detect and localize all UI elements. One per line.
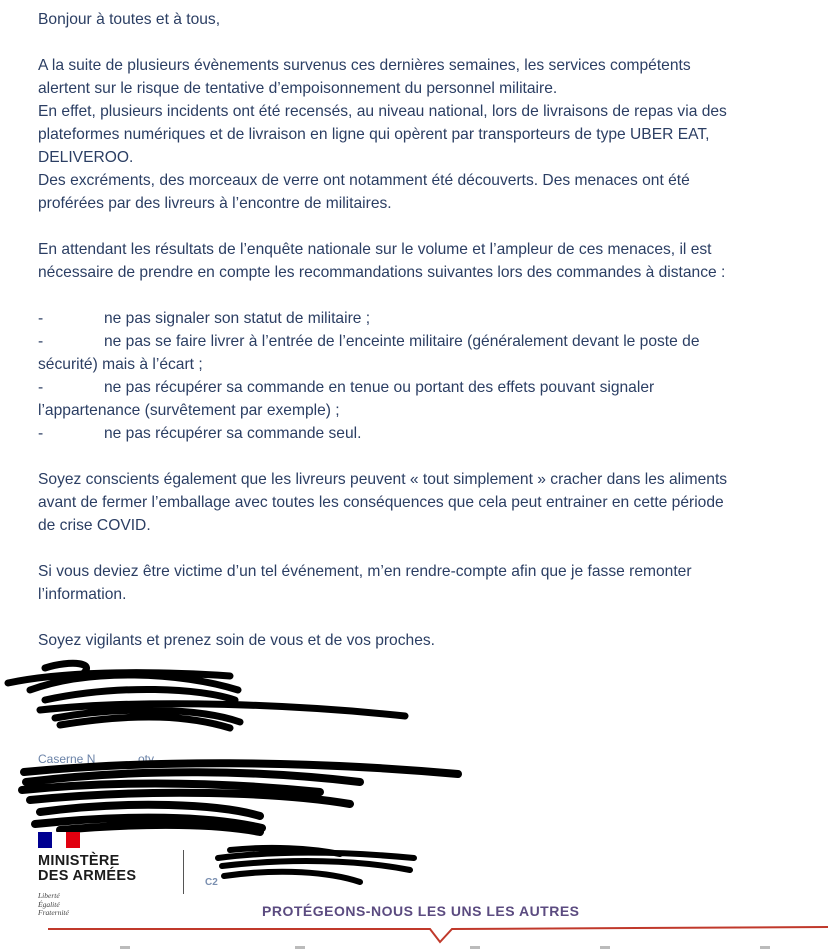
text-line: Soyez conscients également que les livreurs peuvent « tout simplement » cracher dans les aliments (38, 471, 728, 488)
text-line: nécessaire de prendre en compte les recommandations suivantes lors des commandes à distance : (38, 264, 726, 281)
text-line: alertent sur le risque de tentative d’empoisonnement du personnel militaire. (38, 80, 558, 97)
list-item-text: ne pas récupérer sa commande seul. (104, 425, 362, 442)
french-flag-icon (38, 832, 80, 848)
ministry-name-line2: DES ARMÉES (38, 868, 137, 884)
text-line: proférées par des livreurs à l’encontre de militaires. (38, 195, 392, 212)
department-code: C2 (205, 877, 218, 888)
text-line: plateformes numériques et de livraison en ligne qui opèrent par transporteurs de type UBER EAT, (38, 126, 710, 143)
text-line: DELIVEROO. (38, 149, 134, 166)
footer-divider-line (0, 920, 828, 950)
text-line: de crise COVID. (38, 517, 151, 534)
bullet-dash: - (38, 333, 44, 350)
footer-slogan: PROTÉGEONS-NOUS LES UNS LES AUTRES (262, 903, 580, 919)
list-item-text: ne pas signaler son statut de militaire ; (104, 310, 371, 327)
motto-word: Fraternité (38, 908, 69, 917)
text-line: Si vous deviez être victime d’un tel événement, m’en rendre-compte afin que je fasse remonter (38, 563, 692, 580)
closing-line: Soyez vigilants et prenez soin de vous et de vos proches. (38, 632, 436, 649)
list-item-text: ne pas se faire livrer à l’entrée de l’enceinte militaire (généralement devant le poste de (104, 333, 700, 350)
signature-partial-text: Caserne N (38, 752, 96, 766)
text-line: A la suite de plusieurs évènements survenus ces dernières semaines, les services compétents (38, 57, 691, 74)
republic-motto (38, 892, 158, 918)
text-line: l’information. (38, 586, 127, 603)
bullet-dash: - (38, 310, 44, 327)
list-item-text-cont: sécurité) mais à l’écart ; (38, 356, 203, 373)
ministry-logo (38, 832, 158, 918)
ministry-name-line1: MINISTÈRE (38, 853, 120, 869)
text-line: En attendant les résultats de l’enquête nationale sur le volume et l’ampleur de ces menaces, il est (38, 241, 712, 258)
motto-word: Liberté (38, 891, 60, 900)
list-item-text-cont: l’appartenance (survêtement par exemple) ; (38, 402, 340, 419)
signature-partial-text: oty (138, 752, 155, 766)
text-line: avant de fermer l’emballage avec toutes les conséquences que cela peut entrainer en cette période (38, 494, 724, 511)
text-line: En effet, plusieurs incidents ont été recensés, au niveau national, lors de livraisons de repas via des (38, 103, 727, 120)
logo-divider (183, 850, 184, 894)
bullet-dash: - (38, 425, 44, 442)
text-line: Des excréments, des morceaux de verre ont notamment été découverts. Des menaces ont été (38, 172, 690, 189)
list-item-text: ne pas récupérer sa commande en tenue ou portant des effets pouvant signaler (104, 379, 655, 396)
motto-word: Égalité (38, 899, 60, 909)
bullet-dash: - (38, 379, 44, 396)
greeting: Bonjour à toutes et à tous, (38, 11, 221, 28)
